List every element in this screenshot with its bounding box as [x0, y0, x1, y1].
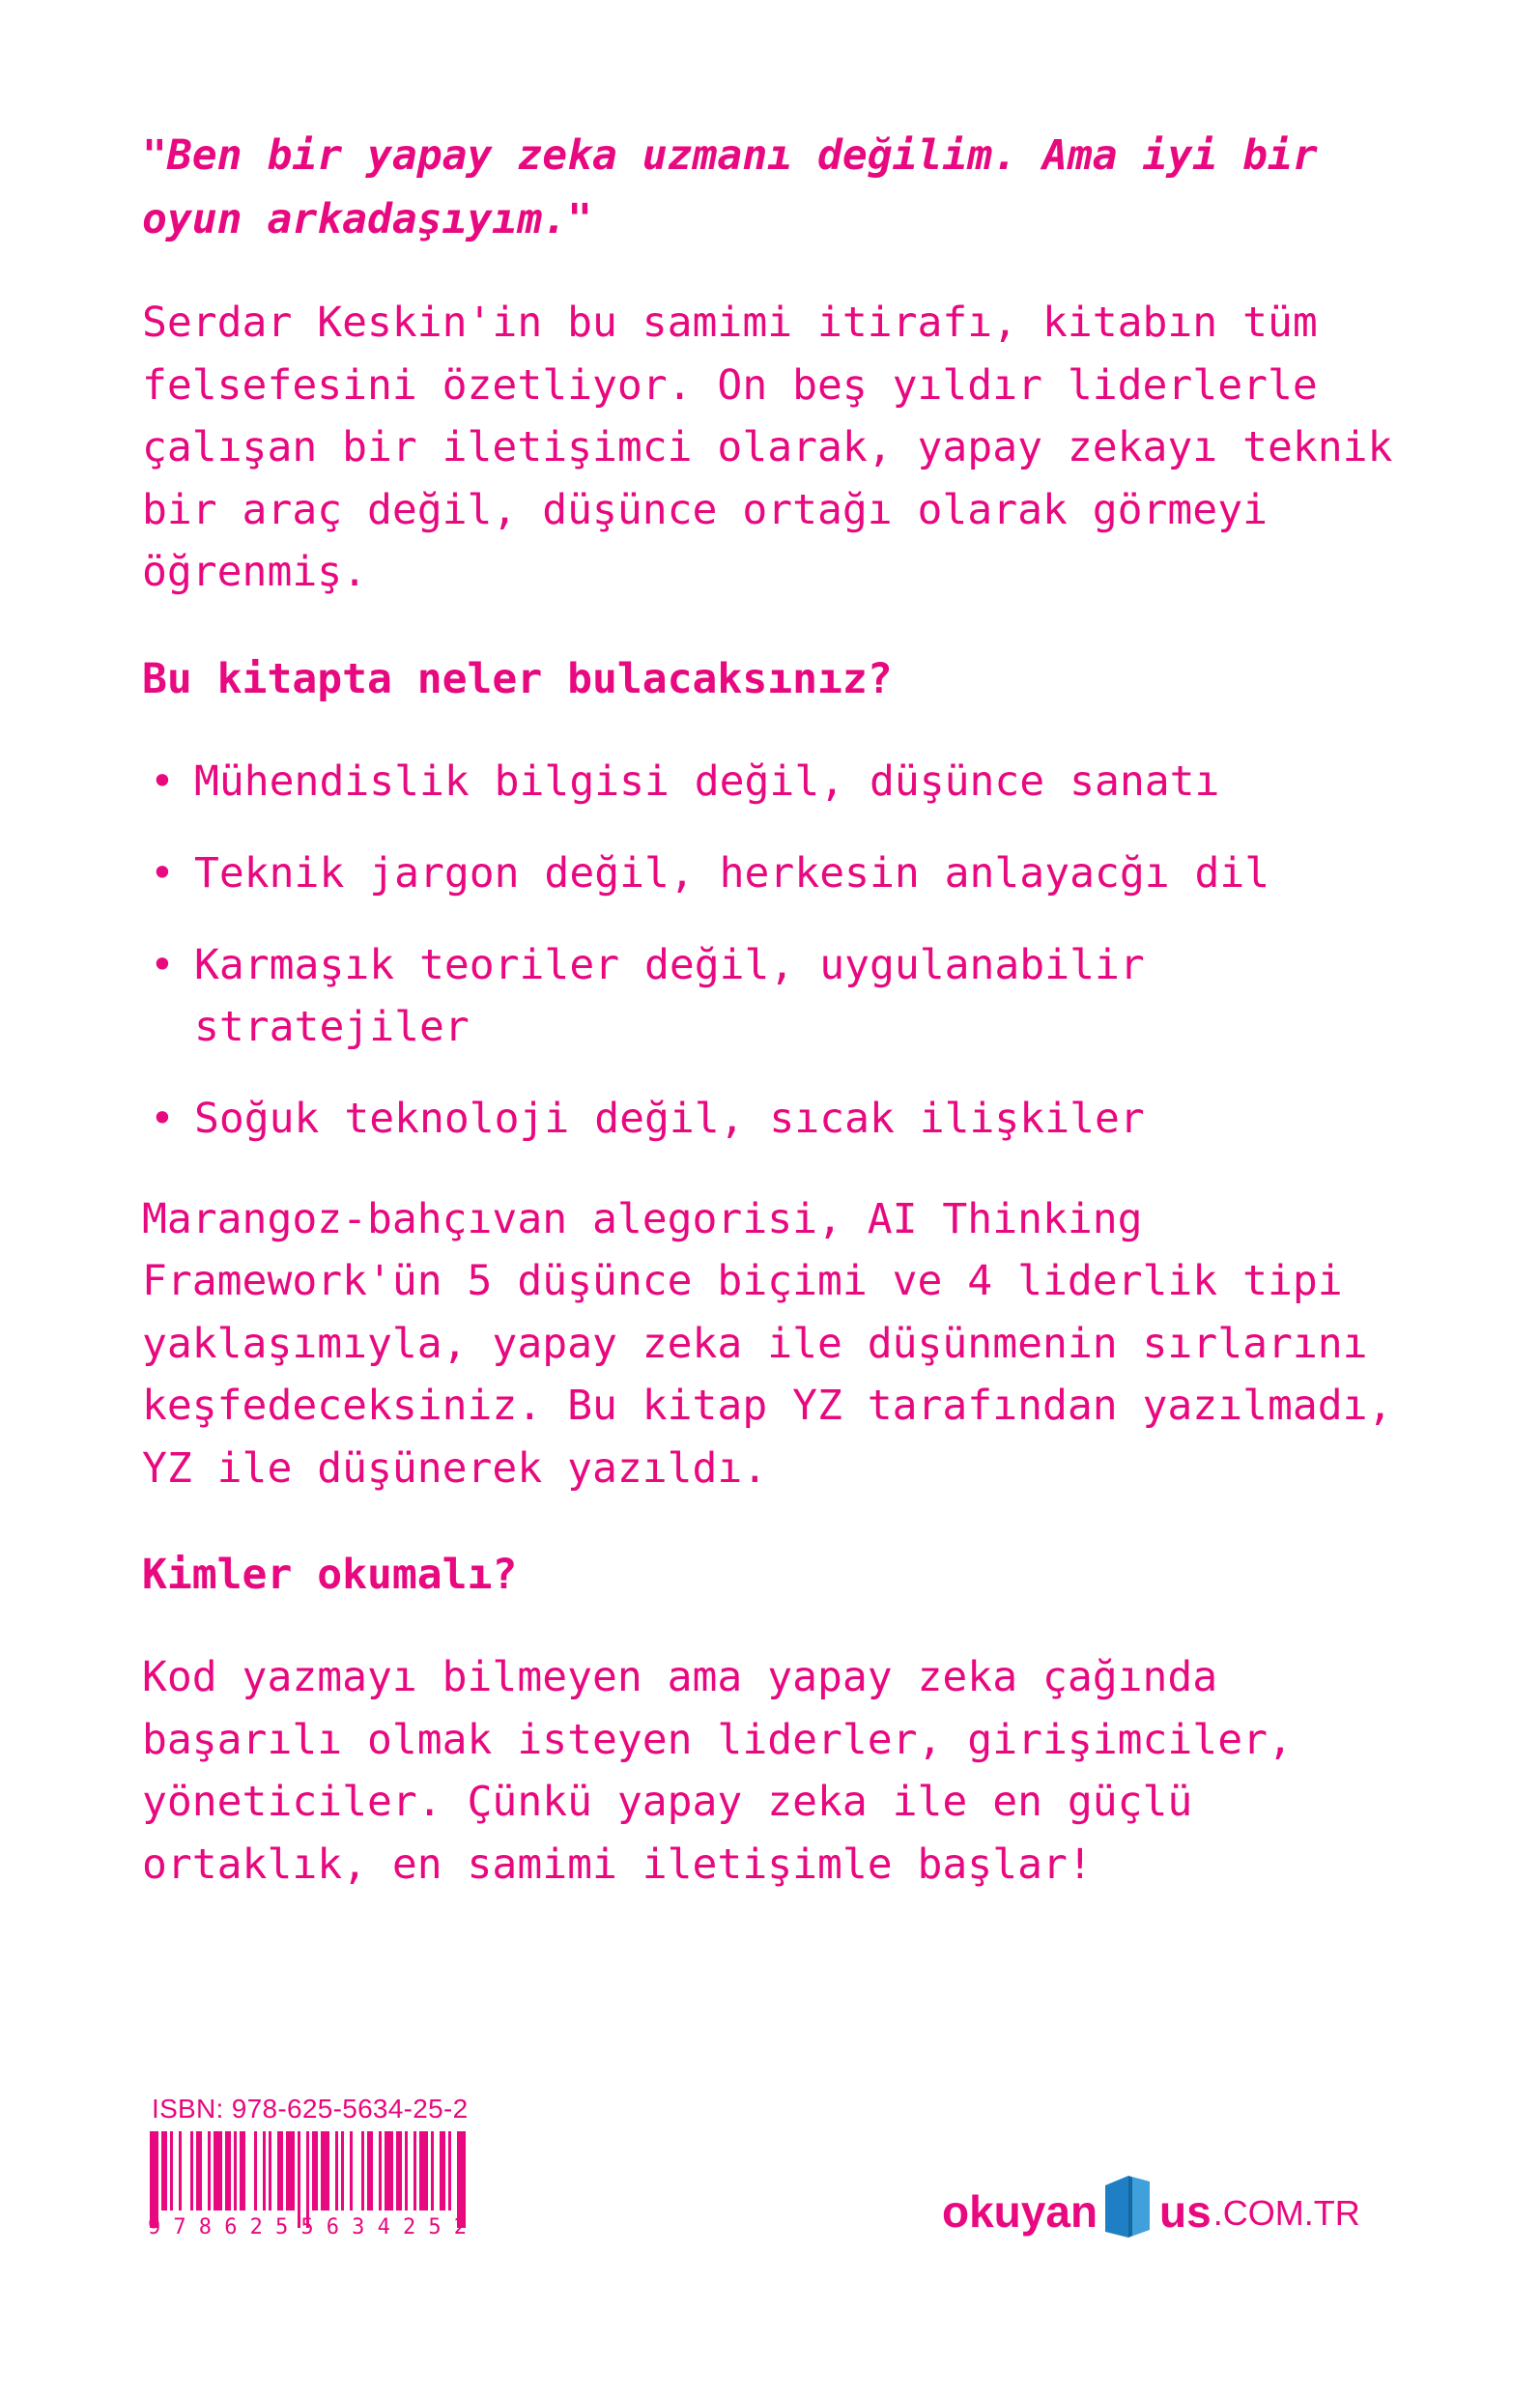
- barcode-bar: [225, 2131, 231, 2211]
- barcode-bar: [419, 2131, 428, 2211]
- barcode-bar: [208, 2131, 211, 2211]
- barcode-bar: [350, 2131, 353, 2211]
- bullet-icon: •: [150, 940, 175, 989]
- open-book-icon: [1101, 2172, 1155, 2241]
- barcode-bar: [312, 2131, 318, 2211]
- barcode-bar: [440, 2131, 445, 2211]
- barcode-bar: [150, 2131, 158, 2228]
- feature-list: [142, 751, 1408, 1150]
- publisher-domain: .COM.TR: [1212, 2193, 1360, 2233]
- barcode-bar: [240, 2131, 245, 2211]
- barcode-bar: [457, 2131, 466, 2228]
- list-item: • Karmaşık teoriler değil, uygulanabilir stratejiler: [142, 934, 1408, 1058]
- barcode-bar: [170, 2131, 173, 2211]
- barcode-bar: [179, 2131, 182, 2211]
- framework-paragraph: Marangoz-bahçıvan alegorisi, AI Thinking Framework'ün 5 düşünce biçimi ve 4 liderlik tipi yaklaşımıyla, yapay zeka ile düşünmenin sırlarını keşfedeceksiniz. Bu kitap YZ tarafından yazılmadı, YZ ile düşünerek yazıldı.: [142, 1194, 1393, 1493]
- barcode-bar: [254, 2131, 257, 2211]
- audience-paragraph: Kod yazmayı bilmeyen ama yapay zeka çağında başarılı olmak isteyen liderler, girişimciler, yöneticiler. Çünkü yapay zeka ile en güçlü ortaklık, en samimi iletişimle başlar!: [142, 1653, 1293, 1889]
- barcode-bar: [196, 2131, 202, 2211]
- isbn-label: ISBN: 978-625-5634-25-2: [152, 2094, 469, 2124]
- bullet-icon: •: [150, 848, 175, 898]
- back-cover-text: [142, 124, 1408, 1940]
- publisher-logo[interactable]: [942, 2172, 1360, 2236]
- publisher-name-left: okuyan: [942, 2186, 1098, 2237]
- publisher-name-right: us: [1159, 2186, 1212, 2237]
- barcode-bar: [234, 2131, 237, 2211]
- barcode-bar: [214, 2131, 222, 2211]
- barcode-bar: [321, 2131, 329, 2211]
- barcode-bar: [431, 2131, 434, 2211]
- barcode-bar: [286, 2131, 295, 2211]
- barcode-bar: [298, 2131, 300, 2228]
- intro-paragraph: Serdar Keskin'in bu samimi itirafı, kitabın tüm felsefesini özetliyor. On beş yıldır liderlerle çalışan bir iletişimci olarak, yapay zekayı teknik bir araç değil, düşünce ortağı olarak görmeyi öğrenmiş.: [142, 299, 1393, 596]
- barcode-bar: [385, 2131, 393, 2211]
- author-quote: "Ben bir yapay zeka uzmanı değilim. Ama iyi bir oyun arkadaşıyım.": [142, 131, 1318, 243]
- section-heading-contents: Bu kitapta neler bulacaksınız?: [142, 654, 893, 703]
- list-item: • Mühendislik bilgisi değil, düşünce sanatı: [142, 751, 1408, 813]
- bullet-icon: •: [150, 1094, 175, 1143]
- barcode-bar: [306, 2131, 309, 2228]
- barcode-bar: [269, 2131, 271, 2211]
- barcode-digits: 9786255634252: [148, 2215, 467, 2238]
- list-item: • Teknik jargon değil, herkesin anlayacğı dil: [142, 842, 1408, 904]
- barcode-bar: [448, 2131, 451, 2211]
- list-item: • Soğuk teknoloji değil, sıcak ilişkiler: [142, 1088, 1408, 1150]
- barcode-bar: [335, 2131, 338, 2211]
- barcode-bar: [277, 2131, 283, 2211]
- barcode-bar: [361, 2131, 364, 2211]
- section-heading-audience: Kimler okumalı?: [142, 1551, 518, 1599]
- bullet-icon: •: [150, 756, 175, 806]
- barcode-bar: [161, 2131, 167, 2211]
- barcode-bar: [263, 2131, 266, 2211]
- barcode-bar: [396, 2131, 402, 2211]
- barcode-bar: [190, 2131, 193, 2211]
- barcode-bars-graphic: [142, 2131, 475, 2238]
- isbn-barcode-block: [142, 2093, 475, 2238]
- barcode: [142, 2131, 475, 2238]
- barcode-bar: [367, 2131, 373, 2211]
- barcode-bar: [379, 2131, 382, 2211]
- barcode-bar: [405, 2131, 408, 2211]
- barcode-bar: [414, 2131, 416, 2211]
- barcode-bar: [341, 2131, 344, 2211]
